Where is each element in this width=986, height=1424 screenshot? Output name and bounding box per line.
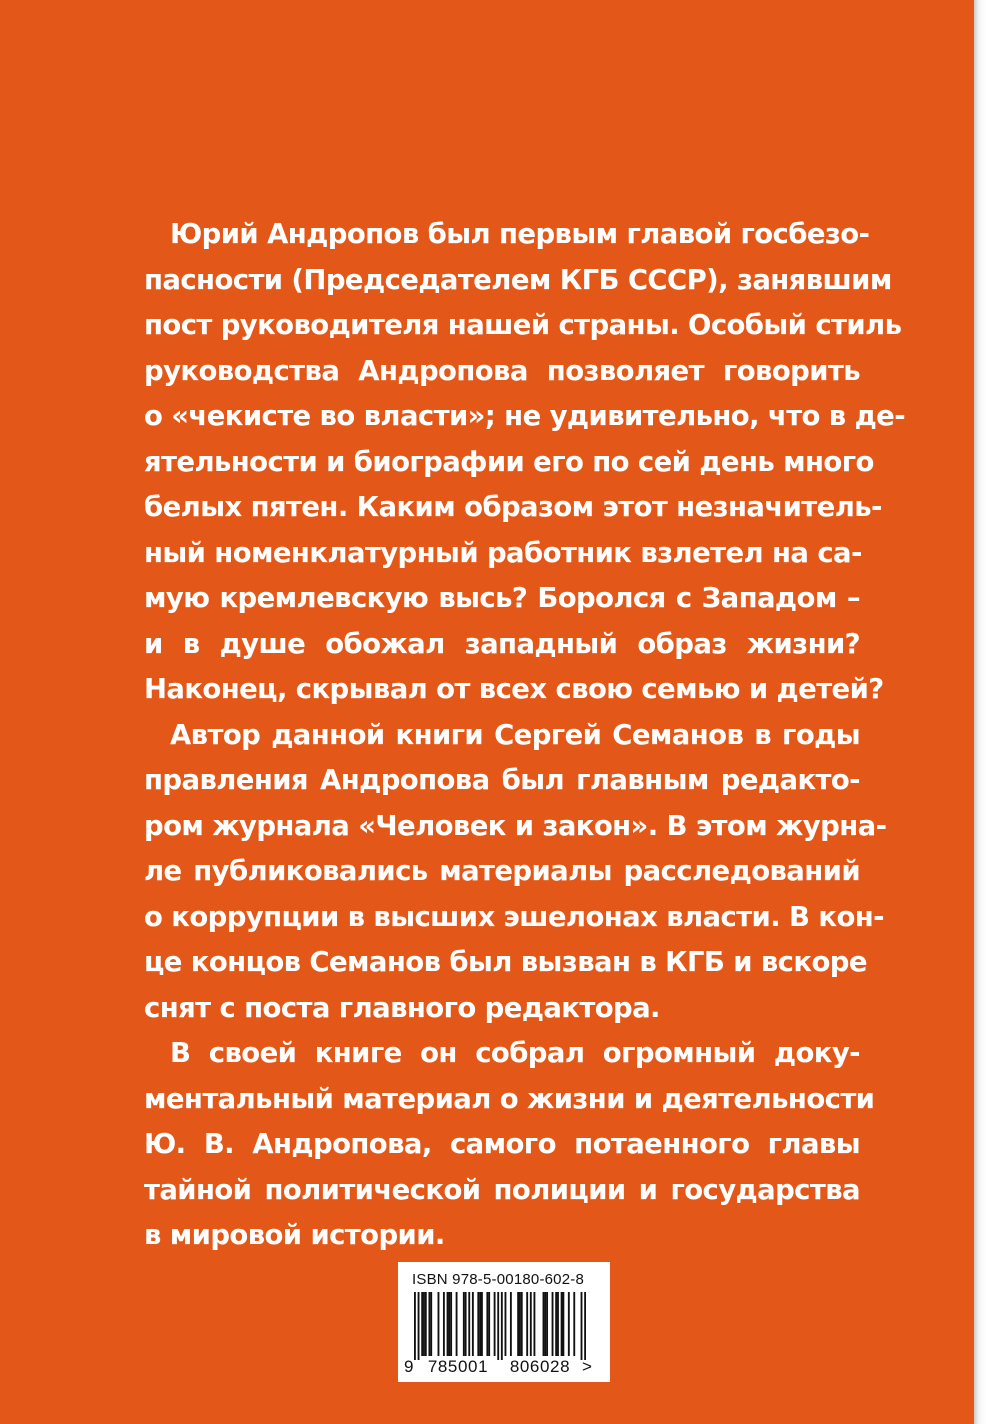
barcode-bar: [428, 1292, 430, 1356]
barcode-bar: [423, 1292, 425, 1356]
isbn-label: ISBN 978-5-00180-602-8: [412, 1271, 585, 1288]
barcode-bar: [552, 1292, 554, 1356]
blurb-line: в мировой истории.: [144, 1219, 445, 1251]
barcode-bar: [438, 1292, 440, 1356]
ean-first-digit: 9: [404, 1357, 414, 1376]
barcode-bar: [546, 1292, 548, 1356]
barcode-bar: [533, 1292, 535, 1356]
barcode-bar: [463, 1292, 465, 1356]
barcode-bar: [488, 1292, 490, 1356]
barcode-bars: [414, 1292, 586, 1360]
barcode-bar: [555, 1292, 557, 1356]
barcode-bar: [521, 1292, 523, 1356]
barcode-bar: [494, 1292, 496, 1356]
blurb-line: В своей книге он собрал огромный доку-: [170, 1037, 860, 1069]
barcode-bar: [447, 1292, 449, 1356]
blurb-line: пост руководителя нашей страны. Особый стиль: [144, 309, 902, 341]
blurb-line: Ю. В. Андропова, самого потаенного главы: [144, 1128, 860, 1160]
barcode-bar: [526, 1292, 528, 1356]
blurb-line: ятельности и биографии его по сей день много: [144, 445, 874, 478]
barcode-bar: [448, 1292, 450, 1356]
barcode-bar: [519, 1292, 521, 1356]
barcode-bar: [450, 1292, 452, 1356]
blurb-line: ментальный материал о жизни и деятельности: [144, 1082, 875, 1115]
barcode-bar: [425, 1292, 427, 1356]
barcode-bar: [418, 1292, 420, 1360]
barcode-bar: [479, 1292, 481, 1356]
ean-right-group: 806028: [509, 1357, 571, 1376]
blurb-line: Наконец, скрывал от всех свою семью и детей?: [144, 673, 884, 705]
barcode-bar: [468, 1292, 470, 1356]
barcode-bar: [481, 1292, 483, 1356]
barcode-bar: [414, 1292, 416, 1360]
blurb-line: мую кремлевскую высь? Боролся с Западом –: [144, 582, 860, 614]
ean-arrow: >: [582, 1357, 592, 1376]
barcode-bar: [510, 1292, 512, 1356]
isbn-barcode: [398, 1262, 610, 1382]
barcode-bar: [573, 1292, 575, 1356]
cover-edge: [974, 0, 986, 1424]
barcode-bar: [568, 1292, 570, 1356]
blurb-line: тайной политической полиции и государства: [144, 1173, 860, 1206]
barcode-bar: [501, 1292, 503, 1360]
blurb-line: о «чекисте во власти»; не удивительно, что в де-: [144, 400, 906, 432]
barcode-bar: [581, 1292, 583, 1360]
barcode-bar: [584, 1292, 586, 1360]
blurb-text: [144, 212, 906, 1259]
blurb-line: снят с поста главного редактора.: [144, 991, 660, 1024]
barcode-bar: [421, 1292, 423, 1356]
blurb-line: ле публиковались материалы расследований: [144, 855, 860, 887]
blurb-line: ром журнала «Человек и закон». В этом журна-: [144, 809, 887, 842]
barcode-bar: [486, 1292, 488, 1356]
barcode-bar: [557, 1292, 559, 1356]
barcode-bar: [517, 1292, 519, 1356]
blurb-line: це концов Семанов был вызван в КГБ и вскоре: [144, 946, 867, 978]
barcode-bar: [562, 1292, 564, 1356]
barcode-bar: [505, 1292, 507, 1356]
barcode-bar: [497, 1292, 499, 1360]
barcode-bar: [530, 1292, 532, 1356]
barcode-bar: [465, 1292, 467, 1356]
blurb-line: белых пятен. Каким образом этот незначитель-: [144, 491, 882, 523]
blurb-line: руководства Андропова позволяет говорить: [144, 354, 860, 387]
barcode-bar: [443, 1292, 445, 1356]
blurb-line: и в душе обожал западный образ жизни?: [144, 627, 860, 660]
barcode-bar: [472, 1292, 474, 1356]
ean-left-group: 785001: [427, 1357, 489, 1376]
blurb-line: Юрий Андропов был первым главой госбезо-: [170, 218, 870, 250]
blurb-line: Автор данной книги Сергей Семанов в годы: [170, 718, 860, 751]
blurb-line: пасности (Председателем КГБ СССР), занявшим: [144, 263, 892, 296]
blurb-line: правления Андропова был главным редакто-: [144, 764, 860, 796]
blurb-line: о коррупции в высших эшелонах власти. В кон-: [144, 900, 884, 933]
barcode-bar: [477, 1292, 479, 1356]
ean-digits: [404, 1357, 594, 1377]
barcode-bar: [456, 1292, 458, 1356]
blurb-line: ный номенклатурный работник взлетел на са-: [144, 536, 862, 569]
barcode-bar: [561, 1292, 563, 1356]
barcode-bar: [544, 1292, 546, 1356]
barcode-bar: [430, 1292, 432, 1356]
barcode-bar: [543, 1292, 545, 1356]
